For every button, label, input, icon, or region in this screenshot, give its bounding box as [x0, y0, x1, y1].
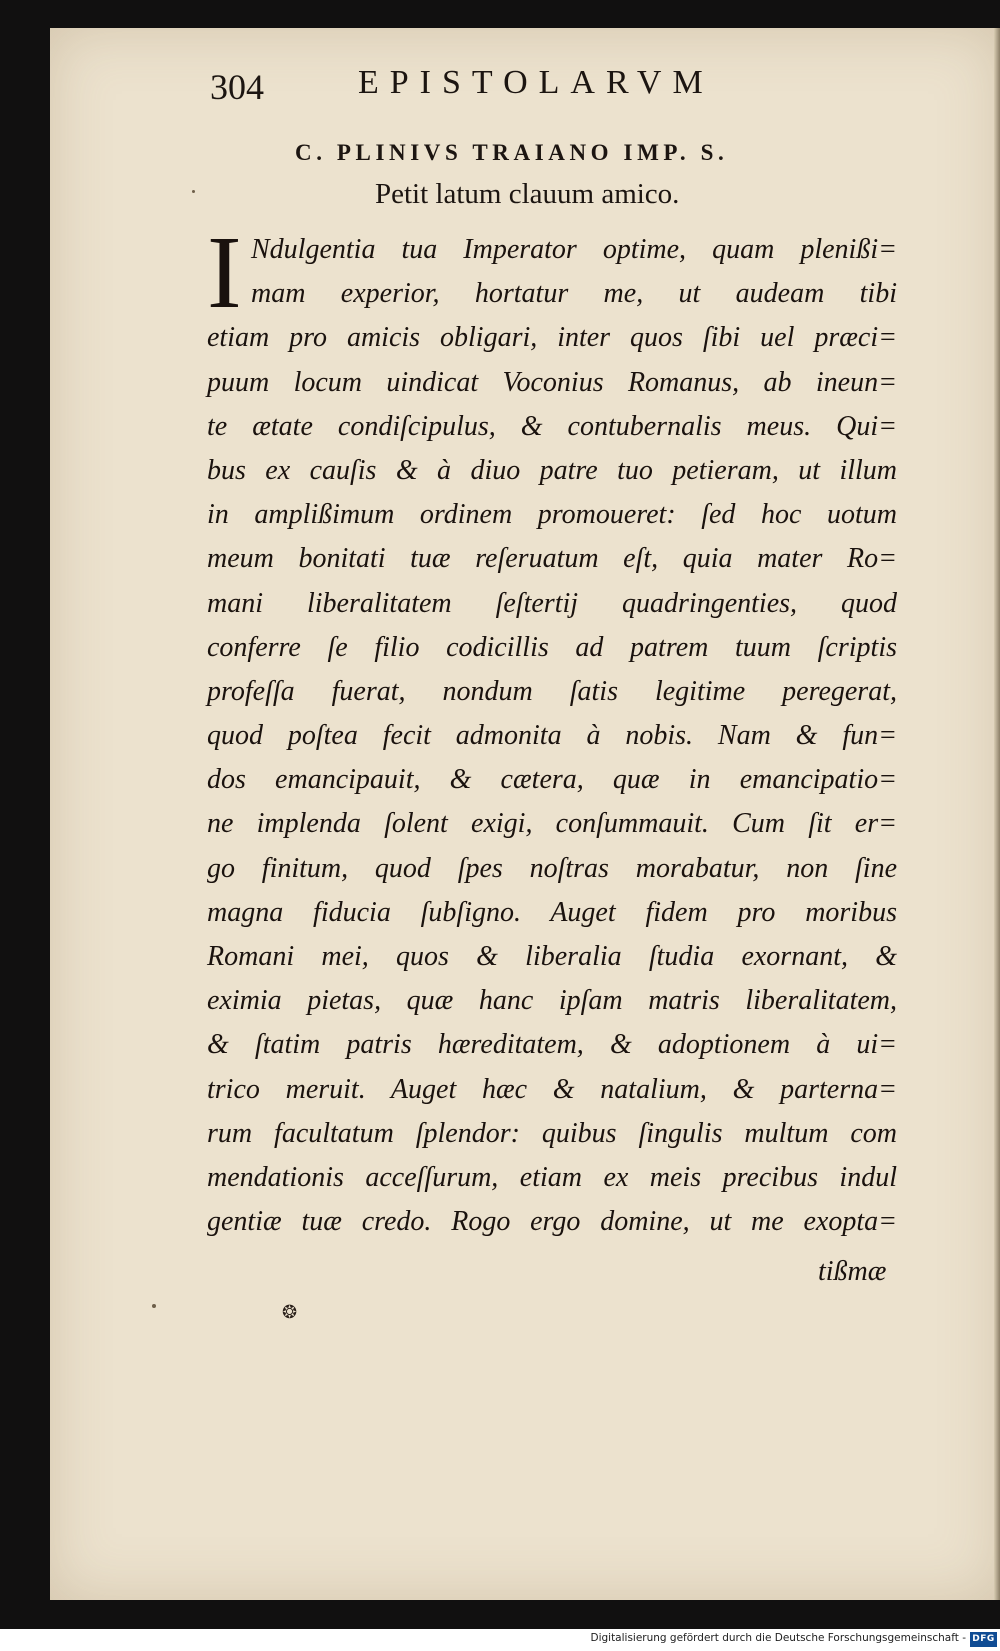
- drop-initial: I: [207, 215, 242, 330]
- page-number: 304: [210, 67, 264, 107]
- text-line: mam experior, hortatur me, ut audeam tibi: [251, 278, 897, 310]
- ornament-icon: ❂: [282, 1302, 298, 1322]
- text-line: mani liberalitatem ſeſtertij quadringenties, quod: [207, 587, 897, 619]
- funding-credit: Digitalisierung gefördert durch die Deutsche Forschungsgemeinschaft -: [590, 1632, 966, 1644]
- text-line: te ætate condiſcipulus, & contubernalis meus. Qui=: [207, 410, 897, 442]
- text-line: gentiæ tuæ credo. Rogo ergo domine, ut me exopta=: [207, 1206, 897, 1238]
- running-head: EPISTOLARVM: [358, 64, 714, 101]
- page-header: [210, 64, 790, 124]
- text-line: meum bonitati tuæ reſeruatum eſt, quia mater Ro=: [207, 543, 897, 575]
- page-spine-shadow: [994, 28, 1000, 1600]
- letter-salutation: C. PLINIVS TRAIANO IMP. S.: [295, 140, 729, 165]
- text-line: mendationis acceſſurum, etiam ex meis precibus indul: [207, 1161, 897, 1193]
- letter-body: [207, 215, 897, 1244]
- text-line: conferre ſe filio codicillis ad patrem tuum ſcriptis: [207, 631, 897, 663]
- paper-speck: [152, 1304, 156, 1308]
- text-line: puum locum uindicat Voconius Romanus, ab ineun=: [207, 366, 897, 398]
- text-line: Ndulgentia tua Imperator optime, quam plenißi=: [251, 234, 897, 265]
- text-line: profeſſa fuerat, nondum ſatis legitime peregerat,: [207, 675, 897, 707]
- text-line: rum facultatum ſplendor: quibus ſingulis multum com: [207, 1117, 897, 1149]
- catchword: tißmæ: [818, 1256, 887, 1287]
- dfg-logo-icon[interactable]: DFG: [970, 1632, 997, 1647]
- text-line: etiam pro amicis obligari, inter quos ſibi uel præci=: [207, 322, 897, 354]
- text-line: trico meruit. Auget hæc & natalium, & parterna=: [207, 1073, 897, 1105]
- text-line: go finitum, quod ſpes noſtras morabatur, non ſine: [207, 852, 897, 884]
- text-line: Romani mei, quos & liberalia ſtudia exornant, &: [207, 941, 897, 972]
- text-line: dos emancipauit, & cætera, quæ in emancipatio=: [207, 764, 897, 796]
- text-line: bus ex cauſis & à diuo patre tuo petieram, ut illum: [207, 454, 897, 486]
- digitization-footer: [0, 1629, 1000, 1651]
- text-line: in amplißimum ordinem promoueret: ſed hoc uotum: [207, 499, 897, 531]
- letter-argument: Petit latum clauum amico.: [375, 178, 680, 210]
- text-line: & ſtatim patris hæreditatem, & adoptionem à ui=: [207, 1029, 897, 1061]
- text-line: quod poſtea fecit admonita à nobis. Nam & fun=: [207, 720, 897, 752]
- paper-speck: [192, 190, 195, 193]
- text-line: magna fiducia ſubſigno. Auget fidem pro moribus: [207, 896, 897, 928]
- text-line: ne implenda ſolent exigi, conſummauit. Cum ſit er=: [207, 808, 897, 840]
- text-line: eximia pietas, quæ hanc ipſam matris liberalitatem,: [207, 985, 897, 1017]
